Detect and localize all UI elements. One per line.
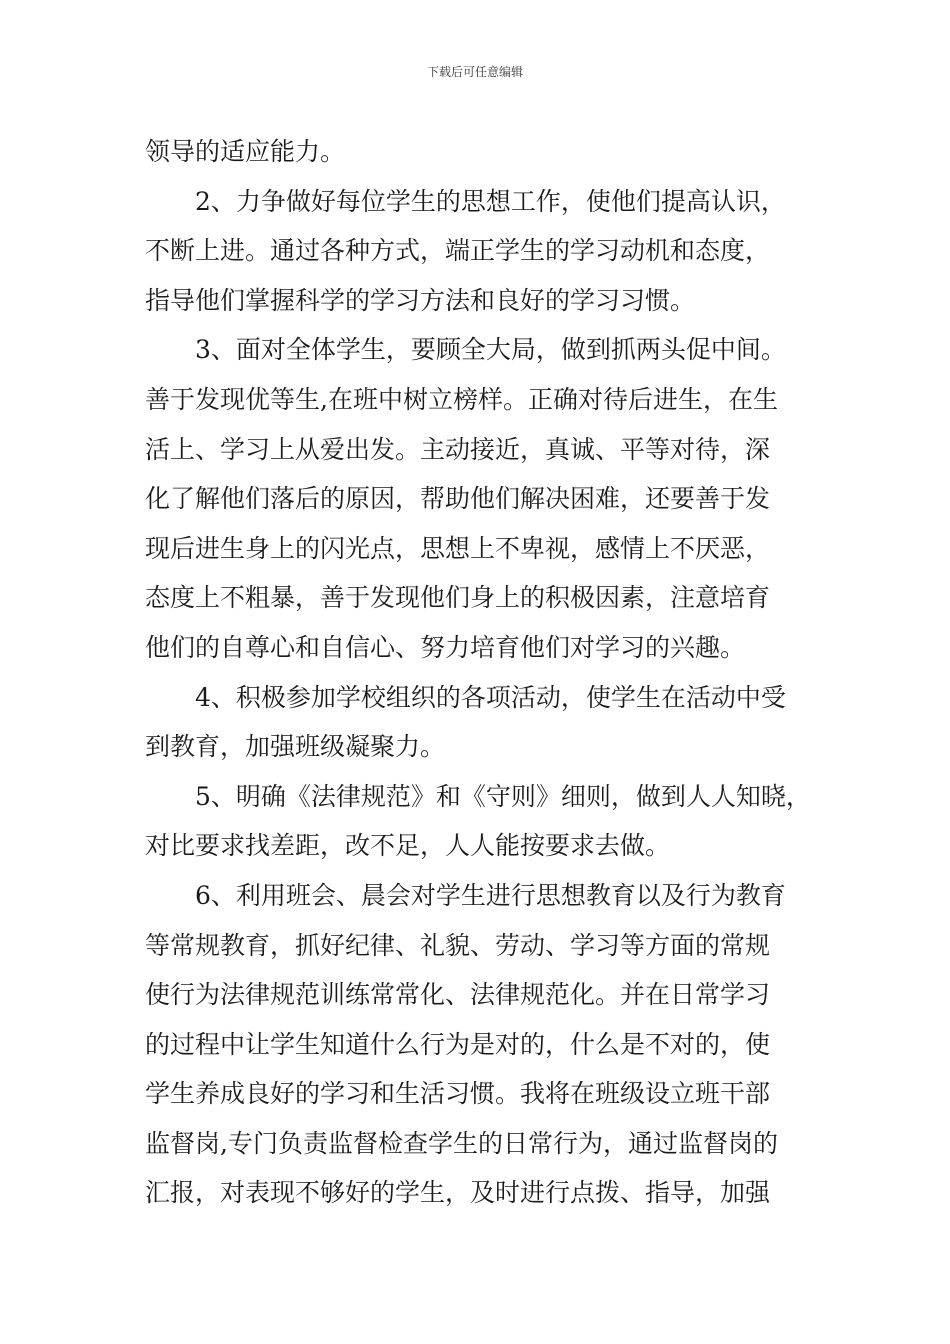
document-body — [145, 127, 810, 1218]
text-line: 等常规教育，抓好纪律、礼貌、劳动、学习等方面的常规 — [145, 930, 771, 960]
text-line: 善于发现优等生,在班中树立榜样。正确对待后进生，在生 — [145, 384, 778, 414]
text-line: 到教育，加强班级凝聚力。 — [145, 732, 446, 762]
text-line: 现后进生身上的闪光点，思想上不卑视，感情上不厌恶， — [145, 533, 771, 563]
text-line: 的过程中让学生知道什么行为是对的，什么是不对的，使 — [145, 1029, 771, 1059]
text-line: 4、积极参加学校组织的各项活动，使学生在活动中受 — [195, 682, 786, 712]
text-line: 5、明确《法律规范》和《守则》细则，做到人人知晓， — [195, 781, 811, 811]
text-line: 他们的自尊心和自信心、努力培育他们对学习的兴趣。 — [145, 632, 746, 662]
text-line: 6、利用班会、晨会对学生进行思想教育以及行为教育 — [195, 880, 786, 910]
text-line: 指导他们掌握科学的学习方法和良好的学习习惯。 — [145, 285, 696, 315]
text-line: 领导的适应能力。 — [145, 137, 346, 166]
text-line: 使行为法律规范训练常常化、法律规范化。并在日常学习 — [145, 980, 771, 1010]
text-line: 2、力争做好每位学生的思想工作，使他们提高认识， — [195, 186, 786, 216]
page-header: 下载后可任意编辑 — [426, 65, 523, 79]
text-line: 学生养成良好的学习和生活习惯。我将在班级设立班干部 — [145, 1079, 771, 1109]
text-line: 汇报，对表现不够好的学生，及时进行点拨、指导，加强 — [145, 1178, 771, 1208]
text-line: 监督岗,专门负责监督检查学生的日常行为，通过监督岗的 — [145, 1128, 778, 1158]
text-line: 不断上进。通过各种方式，端正学生的学习动机和态度， — [145, 236, 771, 266]
text-line: 化了解他们落后的原因，帮助他们解决困难，还要善于发 — [145, 484, 771, 514]
text-line: 3、面对全体学生，要顾全大局，做到抓两头促中间。 — [195, 335, 786, 365]
text-line: 态度上不粗暴，善于发现他们身上的积极因素，注意培育 — [145, 583, 771, 613]
text-line: 对比要求找差距，改不足，人人能按要求去做。 — [145, 831, 671, 861]
text-line: 活上、学习上从爱出发。主动接近，真诚、平等对待，深 — [145, 434, 771, 464]
